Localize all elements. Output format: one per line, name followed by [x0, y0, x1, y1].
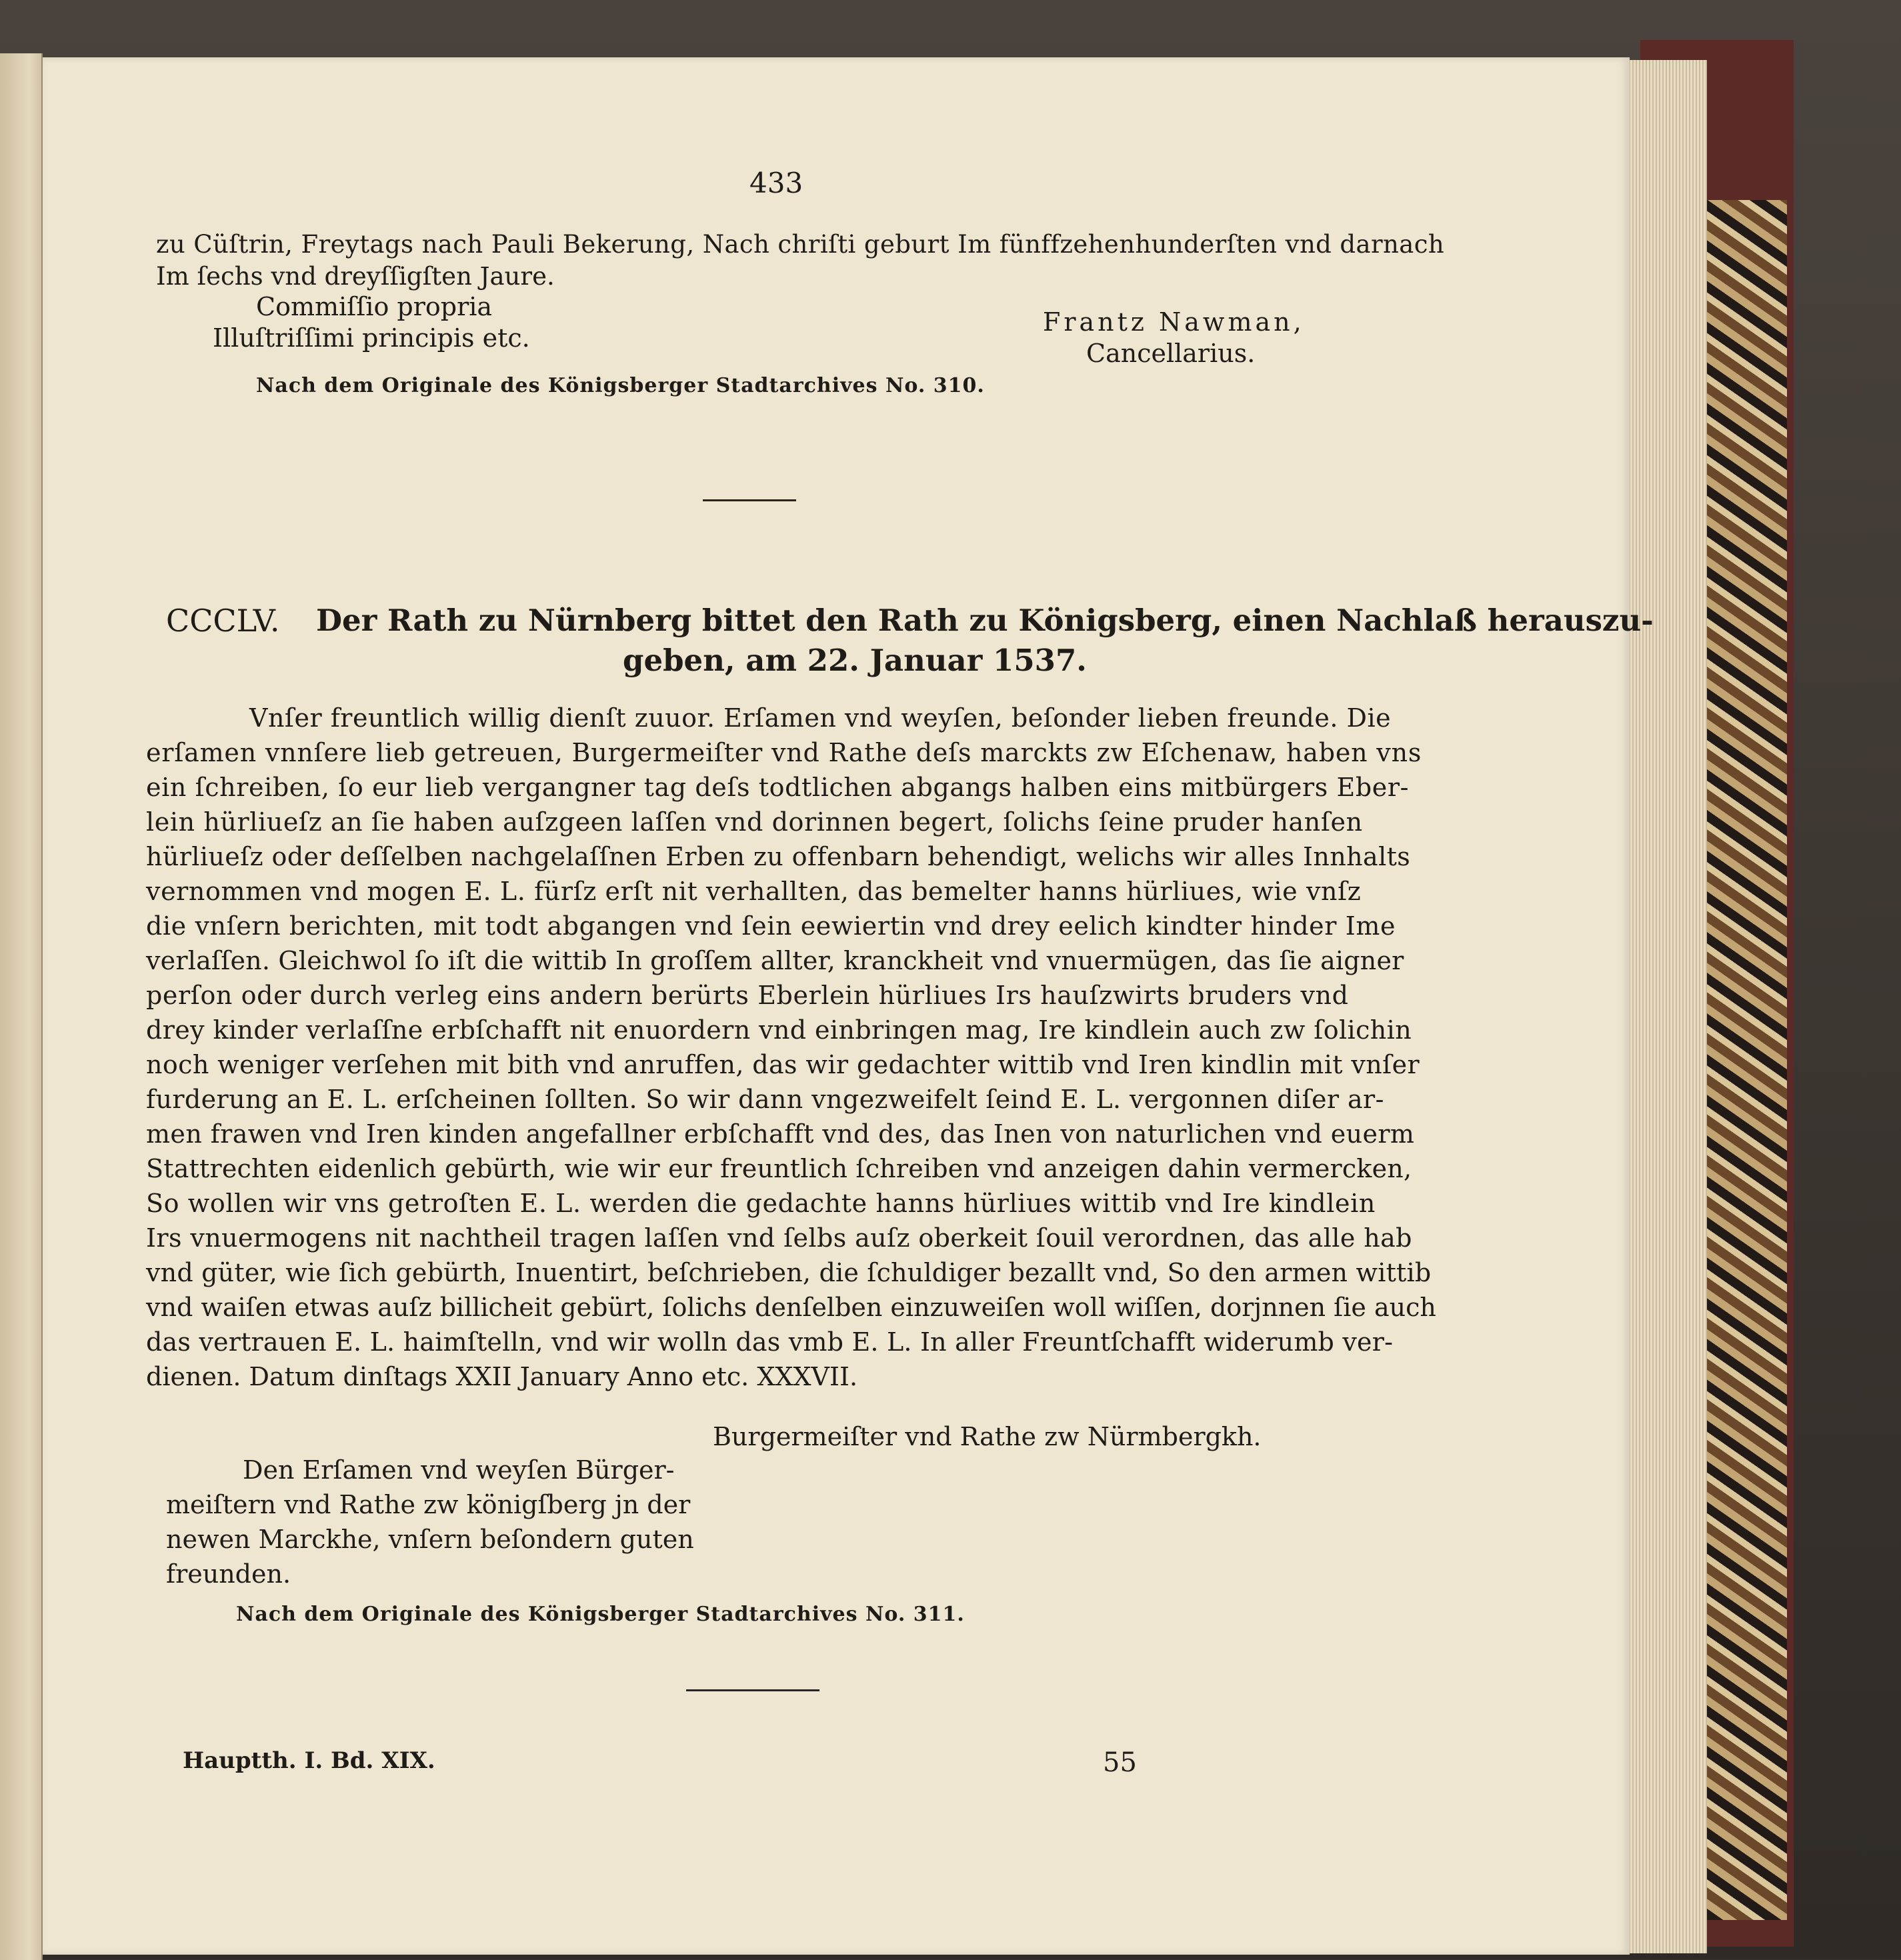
- subscription-right-2: Cancellarius.: [1086, 339, 1256, 368]
- subscription-left-2: Illuſtriſſimi principis etc.: [213, 323, 530, 353]
- section-divider-1: [703, 499, 796, 501]
- body-line-9: perſon oder durch verleg eins andern berürts Eberlein hürliues Irs hauſzwirts bruders vnd: [146, 981, 1349, 1010]
- body-line-12: furderung an E. L. erſcheinen ſollten. So wir dann vngezweifelt ſeind E. L. vergonnen diſer ar-: [146, 1085, 1384, 1114]
- facing-page-edge: [0, 53, 43, 1960]
- address-line-1: Den Erſamen vnd weyſen Bürger-: [243, 1455, 675, 1485]
- body-line-19: das vertrauen E. L. haimſtelln, vnd wir wolln das vmb E. L. In aller Freuntſchafft widerumb ver-: [146, 1327, 1394, 1357]
- body-line-5: hürliueſz oder deſſelben nachgelaſſnen Erben zu offenbarn behendigt, welichs wir alles Innhalts: [146, 842, 1411, 871]
- subscription-left-1: Commiſſio propria: [256, 292, 493, 321]
- body-line-8: verlaſſen. Gleichwol ſo iſt die wittib In groſſem allter, kranckheit vnd vnuermügen, das ſie aigner: [146, 946, 1404, 975]
- body-line-10: drey kinder verlaſſne erbſchafft nit enuordern vnd einbringen mag, Ire kindlein auch zw ſolichin: [146, 1015, 1412, 1045]
- previous-doc-line-1: zu Cüſtrin, Freytags nach Pauli Bekerung, Nach chriſti geburt Im fünffzehenhunderſten vnd darnach: [156, 230, 1445, 259]
- body-line-18: vnd waiſen etwas auſz billicheit gebürt, ſolichs denſelben einzuweiſen woll wiſſen, dorjnnen ſie auch: [146, 1293, 1436, 1322]
- body-line-13: men frawen vnd Iren kinden angefallner erbſchafft vnd des, das Inen von naturlichen vnd euerm: [146, 1119, 1415, 1149]
- body-line-11: noch weniger verſehen mit bith vnd anruffen, das wir gedachter wittib vnd Iren kindlin mit vnſer: [146, 1050, 1420, 1079]
- section-divider-2: [686, 1689, 819, 1691]
- footer-sheet-number: 55: [1103, 1747, 1137, 1778]
- marbled-endpaper: [1707, 200, 1787, 1920]
- address-line-3: newen Marckhe, vnſern beſondern guten: [166, 1525, 694, 1554]
- body-line-17: vnd güter, wie ſich gebürth, Inuentirt, beſchrieben, die ſchuldiger bezallt vnd, So den armen wittib: [146, 1258, 1432, 1287]
- page-number: 433: [749, 167, 803, 199]
- page-stack-edges: [1627, 60, 1707, 1953]
- book-page: [43, 57, 1654, 1955]
- body-line-4: lein hürliueſz an ſie haben auſzgeen laſſen vnd dorinnen begert, ſolichs ſeine pruder hanſen: [146, 807, 1363, 837]
- body-line-6: vernommen vnd mogen E. L. fürſz erſt nit verhallten, das bemelter hanns hürliues, wie vnſz: [146, 877, 1362, 906]
- body-line-20: dienen. Datum dinſtags XXII January Anno etc. XXXVII.: [146, 1362, 858, 1391]
- body-line-2: erſamen vnnſere lieb getreuen, Burgermeiſter vnd Rathe deſs marckts zw Eſchenaw, haben vns: [146, 738, 1422, 767]
- body-line-7: die vnſern berichten, mit todt abgangen vnd ſein eewiertin vnd drey eelich kindter hinder Ime: [146, 911, 1396, 941]
- subscription-right-1: Frantz Nawman,: [1043, 307, 1305, 337]
- document-title-line-2: geben, am 22. Januar 1537.: [623, 643, 1087, 678]
- previous-doc-source: Nach dem Originale des Königsberger Stadtarchives No. 310.: [256, 374, 985, 397]
- previous-doc-line-2: Im ſechs vnd dreyſſigſten Jaure.: [156, 262, 555, 291]
- body-line-16: Irs vnuermogens nit nachtheil tragen laſſen vnd ſelbs auſz oberkeit ſouil verordnen, das alle hab: [146, 1223, 1412, 1253]
- document-number: CCCLV.: [166, 603, 280, 639]
- body-line-3: ein ſchreiben, ſo eur lieb vergangner tag deſs todtlichen abgangs halben eins mitbürgers Eber-: [146, 773, 1410, 802]
- body-line-1: Vnſer freuntlich willig dienſt zuuor. Erſamen vnd weyſen, beſonder lieben freunde. Die: [249, 703, 1392, 733]
- footer-signature: Hauptth. I. Bd. XIX.: [183, 1747, 435, 1774]
- sender-signature: Burgermeiſter vnd Rathe zw Nürmbergkh.: [713, 1422, 1262, 1451]
- address-line-4: freunden.: [166, 1559, 291, 1589]
- body-line-14: Stattrechten eidenlich gebürth, wie wir eur freuntlich ſchreiben vnd anzeigen dahin vermercken,: [146, 1154, 1412, 1183]
- document-source: Nach dem Originale des Königsberger Stadtarchives No. 311.: [236, 1603, 965, 1626]
- document-title-line-1: Der Rath zu Nürnberg bittet den Rath zu Königsberg, einen Nachlaß herauszu-: [316, 603, 1654, 638]
- address-line-2: meiſtern vnd Rathe zw königſberg jn der: [166, 1490, 691, 1519]
- body-line-15: So wollen wir vns getroſten E. L. werden die gedachte hanns hürliues wittib vnd Ire kindlein: [146, 1189, 1376, 1218]
